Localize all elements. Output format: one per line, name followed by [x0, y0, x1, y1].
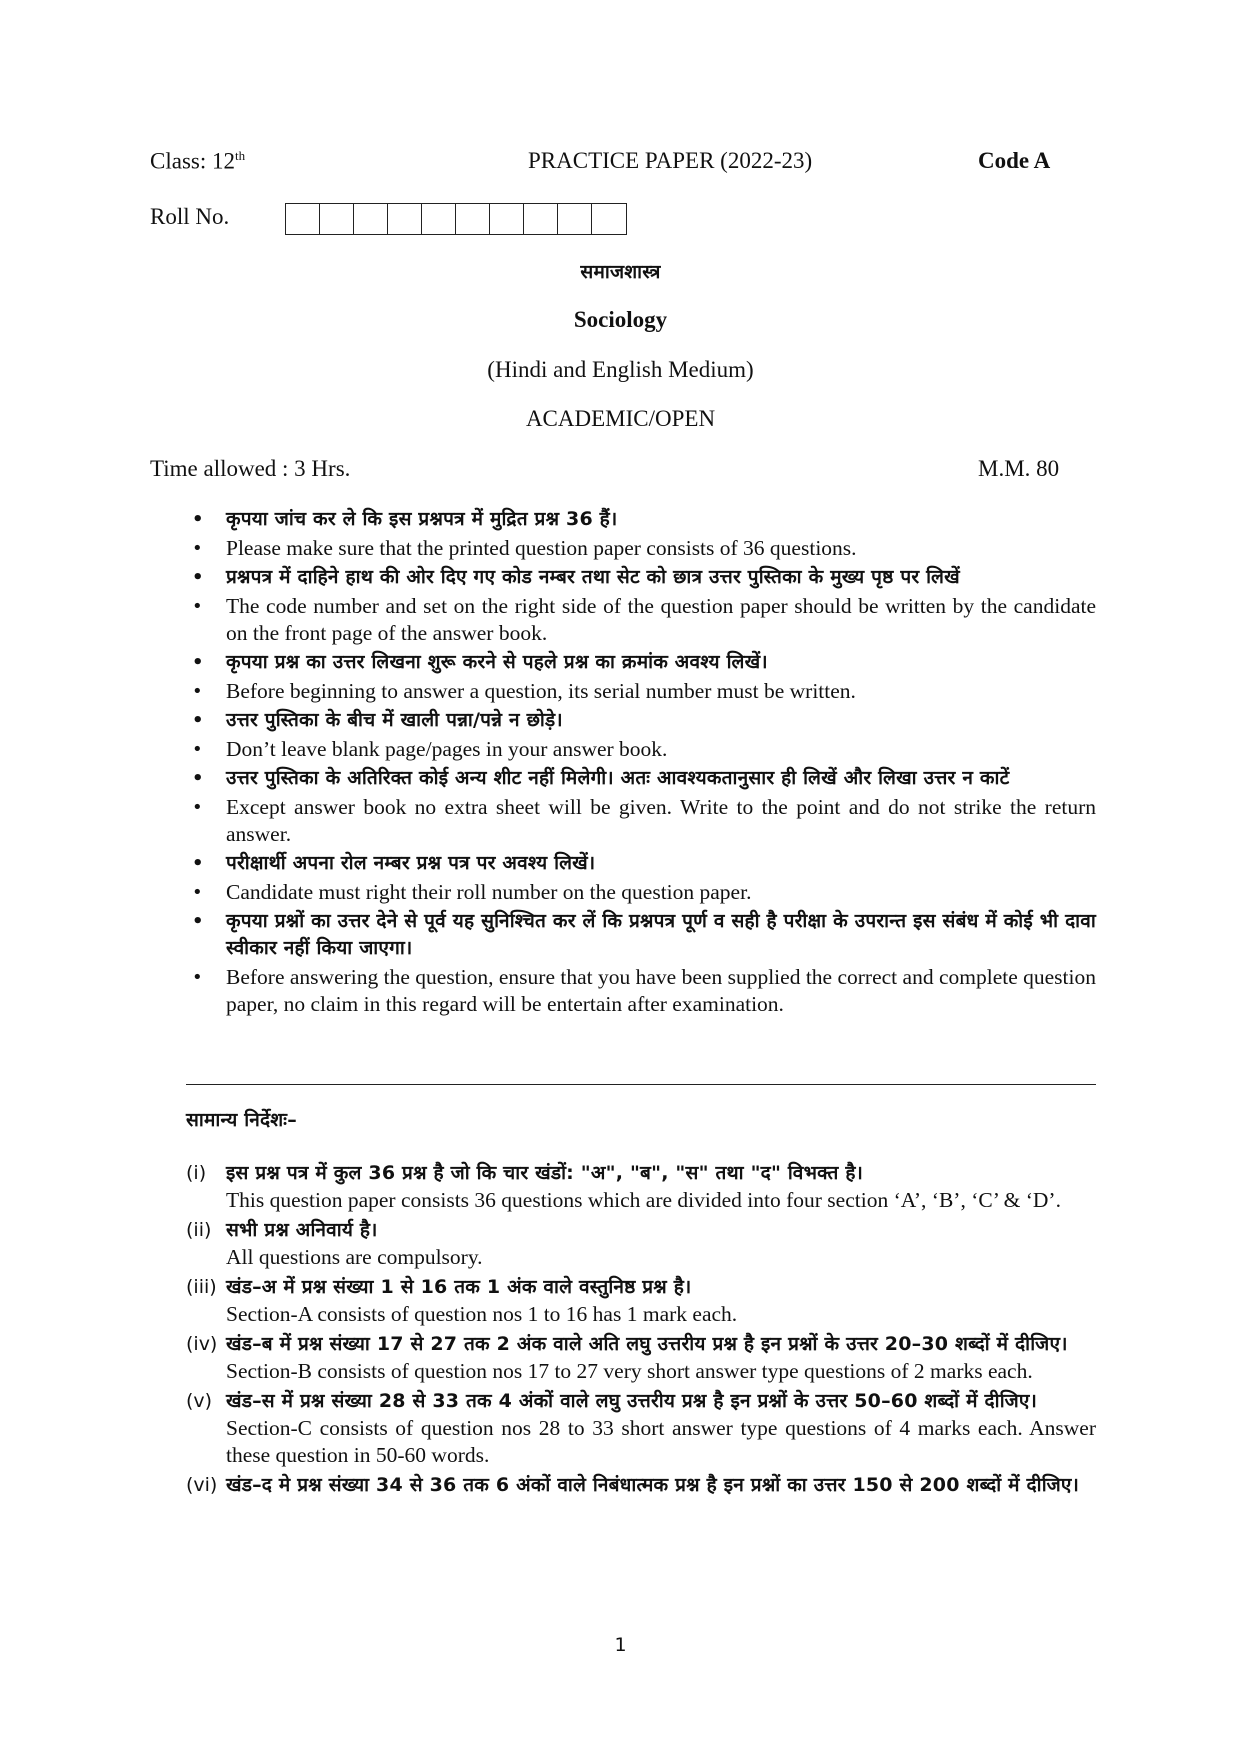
direction-english: Section-C consists of question nos 28 to 33 short answer type questions of 4 marks each. Answer these question in 50-60 words. — [226, 1416, 1096, 1467]
direction-english: All questions are compulsory. — [226, 1245, 483, 1269]
instruction-item: • The code number and set on the right side of the question paper should be written by the candidate on the front page of the answer book. — [186, 593, 1096, 647]
direction-number: (i) — [186, 1162, 207, 1184]
paper-title: PRACTICE PAPER (2022-23) — [528, 148, 813, 173]
direction-hindi: खंड–स में प्रश्न संख्या 28 से 33 तक 4 अंकों वाले लघु उत्तरीय प्रश्न है इन प्रश्नों के उत्तर 50–60 शब्दों में दीजिए। — [226, 1390, 1038, 1412]
direction-item — [186, 1388, 1096, 1469]
roll-number-box[interactable] — [320, 204, 354, 234]
medium: (Hindi and English Medium) — [487, 357, 754, 382]
direction-hindi: सभी प्रश्न अनिवार्य है। — [226, 1219, 378, 1241]
direction-english: This question paper consists 36 questions which are divided into four section ‘A’, ‘B’, ‘C’ & ‘D’. — [226, 1188, 1061, 1212]
direction-number: (v) — [186, 1390, 213, 1412]
direction-item — [186, 1472, 1096, 1499]
instruction-item: • कृपया प्रश्नों का उत्तर देने से पूर्व यह सुनिश्चित कर लें कि प्रश्नपत्र पूर्ण व सही है परीक्षा के उपरान्त इस संबंध में कोई भी दावा स्वीकार नहीं किया जाएगा। — [186, 908, 1096, 962]
roll-number-box[interactable] — [490, 204, 524, 234]
instruction-item: • Except answer book no extra sheet will be given. Write to the point and do not strike the return answer. — [186, 794, 1096, 848]
class-label — [150, 148, 245, 175]
roll-number-box[interactable] — [422, 204, 456, 234]
stream: ACADEMIC/OPEN — [525, 406, 716, 431]
roll-number-box[interactable] — [524, 204, 558, 234]
divider — [186, 1084, 1096, 1085]
subject-hindi: समाजशास्त्र — [580, 261, 661, 283]
direction-item — [186, 1160, 1096, 1214]
roll-number-label: Roll No. — [150, 204, 230, 229]
direction-hindi: खंड–ब में प्रश्न संख्या 17 से 27 तक 2 अंक वाले अति लघु उत्तरीय प्रश्न है इन प्रश्नों के उत्तर 20–30 शब्दों में दीजिए। — [226, 1333, 1068, 1355]
roll-number-box[interactable] — [558, 204, 592, 234]
direction-english: Section-A consists of question nos 1 to 16 has 1 mark each. — [226, 1302, 738, 1326]
roll-number-box[interactable] — [388, 204, 422, 234]
roll-number-box[interactable] — [592, 204, 626, 234]
direction-item — [186, 1217, 1096, 1271]
roll-number-box[interactable] — [456, 204, 490, 234]
instruction-item: • उत्तर पुस्तिका के बीच में खाली पन्ना/पन्ने न छोड़े। — [186, 707, 1096, 734]
roll-number-boxes[interactable] — [285, 203, 627, 235]
instruction-item: • परीक्षार्थी अपना रोल नम्बर प्रश्न पत्र पर अवश्य लिखें। — [186, 850, 1096, 877]
direction-hindi: खंड–अ में प्रश्न संख्या 1 से 16 तक 1 अंक वाले वस्तुनिष्ठ प्रश्न है। — [226, 1276, 692, 1298]
instruction-item: • प्रश्नपत्र में दाहिने हाथ की ओर दिए गए कोड नम्बर तथा सेट को छात्र उत्तर पुस्तिका के मुख्य पृष्ठ पर लिखें — [186, 564, 1096, 591]
direction-number: (ii) — [186, 1219, 212, 1241]
direction-english: Section-B consists of question nos 17 to 27 very short answer type questions of 2 marks each. — [226, 1359, 1033, 1383]
direction-hindi: इस प्रश्न पत्र में कुल 36 प्रश्न है जो कि चार खंडों: "अ", "ब", "स" तथा "द" विभक्त है। — [226, 1162, 864, 1184]
instruction-item: • Candidate must right their roll number on the question paper. — [186, 879, 1096, 906]
direction-hindi: खंड–द मे प्रश्न संख्या 34 से 36 तक 6 अंकों वाले निबंधात्मक प्रश्न है इन प्रश्नों का उत्तर 150 से 200 शब्दों में दीजिए। — [226, 1474, 1080, 1496]
direction-item — [186, 1274, 1096, 1328]
instruction-item: • कृपया प्रश्न का उत्तर लिखना शुरू करने से पहले प्रश्न का क्रमांक अवश्य लिखें। — [186, 649, 1096, 676]
instruction-item: • कृपया जांच कर ले कि इस प्रश्नपत्र में मुद्रित प्रश्न 36 हैं। — [186, 506, 1096, 533]
instruction-list — [186, 506, 1096, 1020]
direction-number: (iv) — [186, 1333, 218, 1355]
time-allowed: Time allowed : 3 Hrs. — [150, 456, 351, 481]
general-instructions-heading: सामान्य निर्देशः– — [186, 1109, 297, 1131]
roll-number-box[interactable] — [286, 204, 320, 234]
direction-item — [186, 1331, 1096, 1385]
max-marks: M.M. 80 — [978, 456, 1060, 481]
direction-number: (vi) — [186, 1474, 218, 1496]
directions-list — [186, 1160, 1096, 1502]
instruction-item: • Don’t leave blank page/pages in your answer book. — [186, 736, 1096, 763]
instruction-item: • Please make sure that the printed question paper consists of 36 questions. — [186, 535, 1096, 562]
roll-number-box[interactable] — [354, 204, 388, 234]
class-text: Class: 12 — [150, 148, 235, 174]
class-suffix: th — [234, 148, 246, 163]
instruction-item: • उत्तर पुस्तिका के अतिरिक्त कोई अन्य शीट नहीं मिलेगी। अतः आवश्यकतानुसार ही लिखें और लिखा उत्तर न काटें — [186, 765, 1096, 792]
paper-code: Code A — [978, 148, 1051, 173]
instruction-item: • Before beginning to answer a question, its serial number must be written. — [186, 678, 1096, 705]
page-number: 1 — [614, 1634, 627, 1656]
subject-english: Sociology — [573, 307, 668, 332]
direction-number: (iii) — [186, 1276, 217, 1298]
instruction-item: • Before answering the question, ensure that you have been supplied the correct and complete question paper, no claim in this regard will be entertain after examination. — [186, 964, 1096, 1018]
